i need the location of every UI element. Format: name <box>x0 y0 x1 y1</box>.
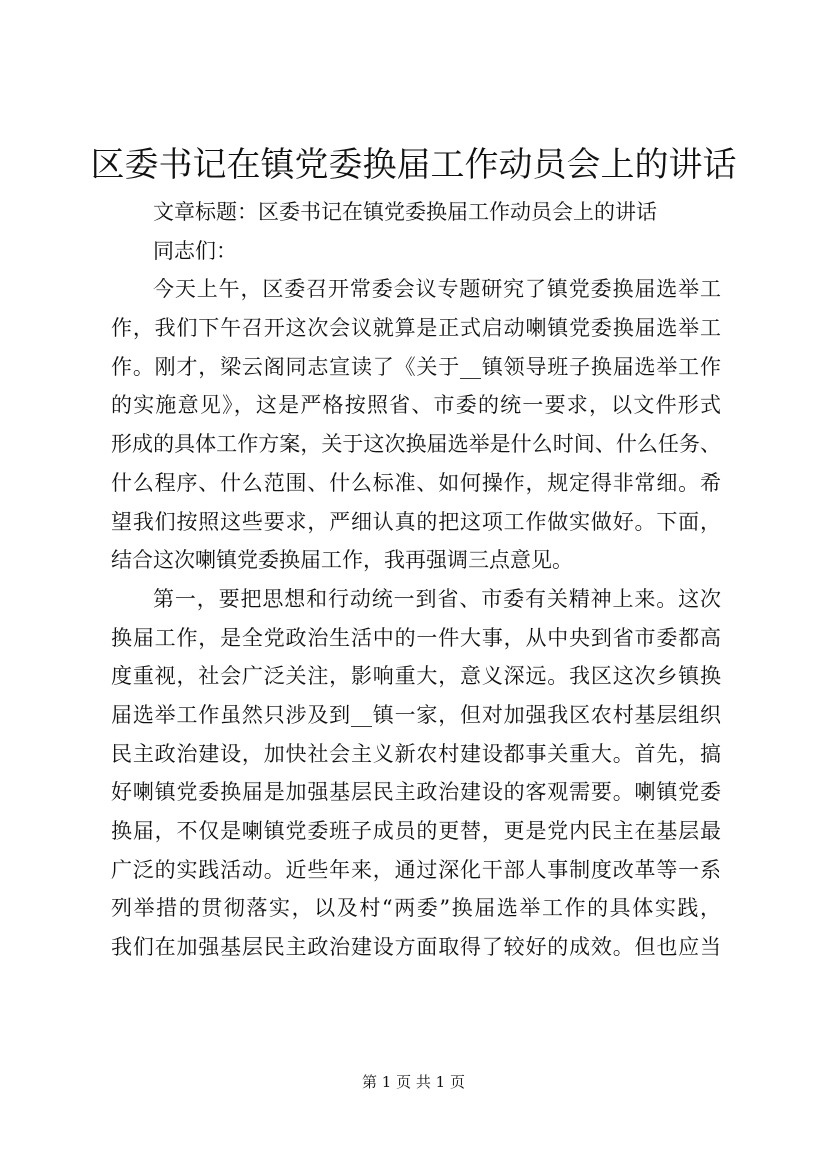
document-body <box>111 193 721 967</box>
paragraph-line: 结合这次喇镇党委换届工作，我再强调三点意见。 <box>111 548 573 573</box>
paragraph-line: 今天上午，区委召开常委会议专题研究了镇党委换届选举工 <box>153 277 721 302</box>
document-title: 区委书记在镇党委换届工作动员会上的讲话 <box>90 145 737 185</box>
paragraph-2 <box>111 580 721 967</box>
paragraph-line: 第一，要把思想和行动统一到省、市委有关精神上来。这次 <box>153 586 721 611</box>
paragraph-line: 换届工作，是全党政治生活中的一件大事，从中央到省市委都高 <box>111 625 721 650</box>
paragraph-line: 列举措的贯彻落实，以及村“两委”换届选举工作的具体实践， <box>111 896 721 921</box>
paragraph-line: 的实施意见》，这是严格按照省、市委的统一要求，以文件形式 <box>111 393 721 418</box>
paragraph-line: 换届，不仅是喇镇党委班子成员的更替，更是党内民主在基层最 <box>111 819 721 843</box>
paragraph-line: 形成的具体工作方案，关于这次换届选举是什么时间、什么任务、 <box>111 432 721 457</box>
paragraph-line: 度重视，社会广泛关注，影响重大，意义深远。我区这次乡镇换 <box>111 664 721 689</box>
paragraph-line: 作。刚才，梁云阁同志宣读了《关于__镇领导班子换届选举工作 <box>111 354 721 379</box>
paragraph-line: 民主政治建设，加快社会主义新农村建设都事关重大。首先，搞 <box>111 741 721 766</box>
paragraph-line: 广泛的实践活动。近些年来，通过深化干部人事制度改革等一系 <box>111 857 721 882</box>
paragraph-1 <box>111 270 721 580</box>
salutation-line: 同志们： <box>153 238 237 263</box>
paragraph-line: 我们在加强基层民主政治建设方面取得了较好的成效。但也应当 <box>111 935 721 960</box>
article-title-line: 文章标题：区委书记在镇党委换届工作动员会上的讲话 <box>153 200 657 224</box>
paragraph-line: 作，我们下午召开这次会议就算是正式启动喇镇党委换届选举工 <box>111 316 721 341</box>
paragraph-line: 什么程序、什么范围、什么标准、如何操作，规定得非常细。希 <box>111 470 721 495</box>
paragraph-line: 届选举工作虽然只涉及到__镇一家，但对加强我区农村基层组织 <box>111 702 721 727</box>
paragraph-line: 望我们按照这些要求，严细认真的把这项工作做实做好。下面， <box>111 509 721 534</box>
paragraph-line: 好喇镇党委换届是加强基层民主政治建设的客观需要。喇镇党委 <box>111 780 721 805</box>
page-footer: 第 1 页 共 1 页 <box>362 1073 465 1091</box>
